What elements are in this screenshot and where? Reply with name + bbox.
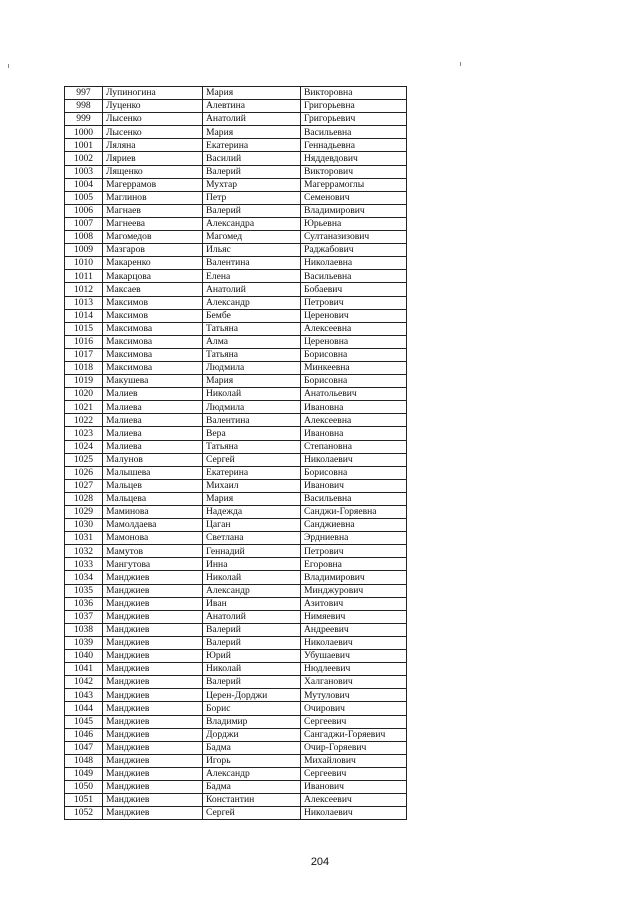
scan-mark-right <box>460 62 461 66</box>
row-number-cell: 1032 <box>65 545 103 558</box>
row-number-cell: 1003 <box>65 165 103 178</box>
table-row <box>65 361 407 374</box>
surname-cell: Лупиногина <box>103 87 203 100</box>
patronymic-cell: Викторовна <box>301 87 407 100</box>
row-number-cell: 1049 <box>65 767 103 780</box>
table-row <box>65 178 407 191</box>
patronymic-cell: Раджабович <box>301 244 407 257</box>
table-row <box>65 650 407 663</box>
row-number-cell: 1048 <box>65 754 103 767</box>
given-name-cell: Магомед <box>203 231 301 244</box>
row-number-cell: 1015 <box>65 322 103 335</box>
patronymic-cell: Юрьевна <box>301 217 407 230</box>
patronymic-cell: Борисовна <box>301 348 407 361</box>
given-name-cell: Валентина <box>203 257 301 270</box>
patronymic-cell: Николаевич <box>301 636 407 649</box>
given-name-cell: Валерий <box>203 623 301 636</box>
patronymic-cell: Алексеевич <box>301 794 407 807</box>
table-row <box>65 584 407 597</box>
table-row <box>65 689 407 702</box>
table-row <box>65 217 407 230</box>
patronymic-cell: Васильевна <box>301 492 407 505</box>
row-number-cell: 1047 <box>65 741 103 754</box>
patronymic-cell: Борисовна <box>301 466 407 479</box>
patronymic-cell: Иванович <box>301 479 407 492</box>
patronymic-cell: Петрович <box>301 545 407 558</box>
table-row <box>65 532 407 545</box>
given-name-cell: Василий <box>203 152 301 165</box>
surname-cell: Манджиев <box>103 780 203 793</box>
surname-cell: Манджиев <box>103 623 203 636</box>
given-name-cell: Бадма <box>203 780 301 793</box>
row-number-cell: 1052 <box>65 807 103 820</box>
row-number-cell: 1029 <box>65 506 103 519</box>
row-number-cell: 1021 <box>65 401 103 414</box>
surname-cell: Мальцева <box>103 492 203 505</box>
row-number-cell: 1010 <box>65 257 103 270</box>
given-name-cell: Валерий <box>203 204 301 217</box>
row-number-cell: 1020 <box>65 388 103 401</box>
given-name-cell: Ильяс <box>203 244 301 257</box>
table-row <box>65 610 407 623</box>
row-number-cell: 997 <box>65 87 103 100</box>
table-row <box>65 728 407 741</box>
table-row <box>65 375 407 388</box>
patronymic-cell: Минкеевна <box>301 361 407 374</box>
table-row <box>65 754 407 767</box>
surname-cell: Лысенко <box>103 126 203 139</box>
given-name-cell: Геннадий <box>203 545 301 558</box>
given-name-cell: Людмила <box>203 401 301 414</box>
surname-cell: Манджиев <box>103 610 203 623</box>
row-number-cell: 1013 <box>65 296 103 309</box>
given-name-cell: Мария <box>203 492 301 505</box>
given-name-cell: Александр <box>203 584 301 597</box>
table-row <box>65 87 407 100</box>
patronymic-cell: Викторович <box>301 165 407 178</box>
row-number-cell: 1000 <box>65 126 103 139</box>
row-number-cell: 1044 <box>65 702 103 715</box>
row-number-cell: 999 <box>65 113 103 126</box>
patronymic-cell: Васильевна <box>301 126 407 139</box>
surname-cell: Малиев <box>103 388 203 401</box>
table-row <box>65 231 407 244</box>
table-row <box>65 519 407 532</box>
row-number-cell: 1050 <box>65 780 103 793</box>
given-name-cell: Анатолий <box>203 283 301 296</box>
given-name-cell: Валерий <box>203 636 301 649</box>
patronymic-cell: Васильевна <box>301 270 407 283</box>
given-name-cell: Юрий <box>203 650 301 663</box>
surname-cell: Манджиев <box>103 571 203 584</box>
patronymic-cell: Андреевич <box>301 623 407 636</box>
patronymic-cell: Михайлович <box>301 754 407 767</box>
row-number-cell: 1016 <box>65 335 103 348</box>
row-number-cell: 1023 <box>65 427 103 440</box>
table-row <box>65 741 407 754</box>
surname-cell: Малышева <box>103 466 203 479</box>
given-name-cell: Петр <box>203 191 301 204</box>
row-number-cell: 1027 <box>65 479 103 492</box>
row-number-cell: 1046 <box>65 728 103 741</box>
roster-body <box>65 87 407 820</box>
table-row <box>65 335 407 348</box>
table-row <box>65 440 407 453</box>
scan-mark-left <box>8 64 9 68</box>
given-name-cell: Сергей <box>203 807 301 820</box>
surname-cell: Магнаев <box>103 204 203 217</box>
given-name-cell: Игорь <box>203 754 301 767</box>
table-row <box>65 715 407 728</box>
patronymic-cell: Ивановна <box>301 401 407 414</box>
patronymic-cell: Церенович <box>301 309 407 322</box>
given-name-cell: Екатерина <box>203 466 301 479</box>
row-number-cell: 1042 <box>65 676 103 689</box>
row-number-cell: 1002 <box>65 152 103 165</box>
patronymic-cell: Убушаевич <box>301 650 407 663</box>
surname-cell: Малиева <box>103 440 203 453</box>
given-name-cell: Светлана <box>203 532 301 545</box>
given-name-cell: Константин <box>203 794 301 807</box>
surname-cell: Луценко <box>103 100 203 113</box>
row-number-cell: 1005 <box>65 191 103 204</box>
given-name-cell: Валентина <box>203 414 301 427</box>
row-number-cell: 1051 <box>65 794 103 807</box>
row-number-cell: 1011 <box>65 270 103 283</box>
given-name-cell: Елена <box>203 270 301 283</box>
patronymic-cell: Петрович <box>301 296 407 309</box>
name-roster-table <box>64 86 407 820</box>
table-row <box>65 427 407 440</box>
row-number-cell: 1038 <box>65 623 103 636</box>
row-number-cell: 1041 <box>65 663 103 676</box>
surname-cell: Манджиев <box>103 794 203 807</box>
table-row <box>65 139 407 152</box>
patronymic-cell: Халганович <box>301 676 407 689</box>
patronymic-cell: Султаназизович <box>301 231 407 244</box>
surname-cell: Манджиев <box>103 754 203 767</box>
patronymic-cell: Владимирович <box>301 204 407 217</box>
table-row <box>65 545 407 558</box>
patronymic-cell: Иванович <box>301 780 407 793</box>
given-name-cell: Дорджи <box>203 728 301 741</box>
row-number-cell: 1043 <box>65 689 103 702</box>
row-number-cell: 1012 <box>65 283 103 296</box>
table-row <box>65 204 407 217</box>
surname-cell: Малиева <box>103 401 203 414</box>
surname-cell: Малиева <box>103 414 203 427</box>
surname-cell: Магомедов <box>103 231 203 244</box>
surname-cell: Макаренко <box>103 257 203 270</box>
patronymic-cell: Нимяевич <box>301 610 407 623</box>
surname-cell: Мамолдаева <box>103 519 203 532</box>
table-row <box>65 283 407 296</box>
patronymic-cell: Очир-Горяевич <box>301 741 407 754</box>
surname-cell: Манджиев <box>103 663 203 676</box>
row-number-cell: 1024 <box>65 440 103 453</box>
given-name-cell: Вера <box>203 427 301 440</box>
patronymic-cell: Николаевна <box>301 257 407 270</box>
given-name-cell: Анатолий <box>203 610 301 623</box>
given-name-cell: Мария <box>203 87 301 100</box>
patronymic-cell: Алексеевна <box>301 322 407 335</box>
table-row <box>65 623 407 636</box>
patronymic-cell: Очирович <box>301 702 407 715</box>
patronymic-cell: Геннадьевна <box>301 139 407 152</box>
patronymic-cell: Борисовна <box>301 375 407 388</box>
row-number-cell: 1022 <box>65 414 103 427</box>
patronymic-cell: Азитович <box>301 597 407 610</box>
given-name-cell: Валерий <box>203 165 301 178</box>
table-row <box>65 807 407 820</box>
patronymic-cell: Анатольевич <box>301 388 407 401</box>
surname-cell: Максаев <box>103 283 203 296</box>
surname-cell: Мальцев <box>103 479 203 492</box>
table-row <box>65 165 407 178</box>
given-name-cell: Николай <box>203 663 301 676</box>
surname-cell: Макарцова <box>103 270 203 283</box>
patronymic-cell: Сергеевич <box>301 767 407 780</box>
surname-cell: Манджиев <box>103 728 203 741</box>
table-row <box>65 492 407 505</box>
patronymic-cell: Бобаевич <box>301 283 407 296</box>
given-name-cell: Валерий <box>203 676 301 689</box>
table-row <box>65 453 407 466</box>
row-number-cell: 1014 <box>65 309 103 322</box>
given-name-cell: Цаган <box>203 519 301 532</box>
surname-cell: Манджиев <box>103 689 203 702</box>
surname-cell: Лященко <box>103 165 203 178</box>
surname-cell: Манджиев <box>103 676 203 689</box>
patronymic-cell: Санджиевна <box>301 519 407 532</box>
table-row <box>65 676 407 689</box>
given-name-cell: Николай <box>203 571 301 584</box>
surname-cell: Максимова <box>103 335 203 348</box>
patronymic-cell: Сангаджи-Горяевич <box>301 728 407 741</box>
table-row <box>65 296 407 309</box>
table-row <box>65 322 407 335</box>
surname-cell: Манджиев <box>103 597 203 610</box>
given-name-cell: Алма <box>203 335 301 348</box>
patronymic-cell: Магеррамоглы <box>301 178 407 191</box>
given-name-cell: Татьяна <box>203 322 301 335</box>
row-number-cell: 1008 <box>65 231 103 244</box>
table-row <box>65 309 407 322</box>
given-name-cell: Надежда <box>203 506 301 519</box>
row-number-cell: 1009 <box>65 244 103 257</box>
surname-cell: Ляриев <box>103 152 203 165</box>
patronymic-cell: Егоровна <box>301 558 407 571</box>
given-name-cell: Анатолий <box>203 113 301 126</box>
given-name-cell: Алевтина <box>203 100 301 113</box>
row-number-cell: 1017 <box>65 348 103 361</box>
given-name-cell: Мария <box>203 126 301 139</box>
surname-cell: Максимова <box>103 361 203 374</box>
surname-cell: Максимова <box>103 348 203 361</box>
surname-cell: Малунов <box>103 453 203 466</box>
patronymic-cell: Алексеевна <box>301 414 407 427</box>
surname-cell: Магеррамов <box>103 178 203 191</box>
given-name-cell: Александра <box>203 217 301 230</box>
patronymic-cell: Цереновна <box>301 335 407 348</box>
table-row <box>65 597 407 610</box>
surname-cell: Манджиев <box>103 767 203 780</box>
patronymic-cell: Мутулович <box>301 689 407 702</box>
surname-cell: Мамонова <box>103 532 203 545</box>
row-number-cell: 1001 <box>65 139 103 152</box>
table-row <box>65 401 407 414</box>
table-row <box>65 152 407 165</box>
table-row <box>65 479 407 492</box>
patronymic-cell: Григорьевич <box>301 113 407 126</box>
row-number-cell: 1045 <box>65 715 103 728</box>
table-row <box>65 270 407 283</box>
patronymic-cell: Эрдниевна <box>301 532 407 545</box>
given-name-cell: Александр <box>203 767 301 780</box>
table-row <box>65 191 407 204</box>
given-name-cell: Николай <box>203 388 301 401</box>
patronymic-cell: Владимирович <box>301 571 407 584</box>
table-row <box>65 506 407 519</box>
given-name-cell: Александр <box>203 296 301 309</box>
given-name-cell: Бембе <box>203 309 301 322</box>
table-row <box>65 702 407 715</box>
table-row <box>65 126 407 139</box>
surname-cell: Маглинов <box>103 191 203 204</box>
patronymic-cell: Сергеевич <box>301 715 407 728</box>
row-number-cell: 1025 <box>65 453 103 466</box>
table-row <box>65 767 407 780</box>
patronymic-cell: Санджи-Горяевна <box>301 506 407 519</box>
surname-cell: Малиева <box>103 427 203 440</box>
patronymic-cell: Нюдлеевич <box>301 663 407 676</box>
patronymic-cell: Ивановна <box>301 427 407 440</box>
row-number-cell: 1006 <box>65 204 103 217</box>
given-name-cell: Бадма <box>203 741 301 754</box>
row-number-cell: 1018 <box>65 361 103 374</box>
table-row <box>65 113 407 126</box>
table-row <box>65 244 407 257</box>
row-number-cell: 1036 <box>65 597 103 610</box>
row-number-cell: 1004 <box>65 178 103 191</box>
surname-cell: Манджиев <box>103 584 203 597</box>
surname-cell: Ляляна <box>103 139 203 152</box>
given-name-cell: Татьяна <box>203 440 301 453</box>
given-name-cell: Церен-Дорджи <box>203 689 301 702</box>
patronymic-cell: Няддевдович <box>301 152 407 165</box>
row-number-cell: 1019 <box>65 375 103 388</box>
surname-cell: Манджиев <box>103 741 203 754</box>
row-number-cell: 1007 <box>65 217 103 230</box>
row-number-cell: 1037 <box>65 610 103 623</box>
table-row <box>65 780 407 793</box>
patronymic-cell: Минджурович <box>301 584 407 597</box>
patronymic-cell: Григорьевна <box>301 100 407 113</box>
surname-cell: Манджиев <box>103 650 203 663</box>
row-number-cell: 1033 <box>65 558 103 571</box>
given-name-cell: Михаил <box>203 479 301 492</box>
surname-cell: Магнеева <box>103 217 203 230</box>
row-number-cell: 1035 <box>65 584 103 597</box>
patronymic-cell: Николаевич <box>301 453 407 466</box>
table-row <box>65 388 407 401</box>
given-name-cell: Сергей <box>203 453 301 466</box>
table-row <box>65 257 407 270</box>
row-number-cell: 1031 <box>65 532 103 545</box>
surname-cell: Мазгаров <box>103 244 203 257</box>
table-row <box>65 466 407 479</box>
given-name-cell: Иван <box>203 597 301 610</box>
surname-cell: Мамутов <box>103 545 203 558</box>
table-row <box>65 794 407 807</box>
page-number: 204 <box>310 856 330 868</box>
given-name-cell: Мария <box>203 375 301 388</box>
surname-cell: Максимова <box>103 322 203 335</box>
row-number-cell: 1039 <box>65 636 103 649</box>
row-number-cell: 998 <box>65 100 103 113</box>
given-name-cell: Мухтар <box>203 178 301 191</box>
given-name-cell: Татьяна <box>203 348 301 361</box>
given-name-cell: Екатерина <box>203 139 301 152</box>
given-name-cell: Владимир <box>203 715 301 728</box>
surname-cell: Максимов <box>103 309 203 322</box>
row-number-cell: 1030 <box>65 519 103 532</box>
row-number-cell: 1034 <box>65 571 103 584</box>
row-number-cell: 1026 <box>65 466 103 479</box>
row-number-cell: 1040 <box>65 650 103 663</box>
row-number-cell: 1028 <box>65 492 103 505</box>
surname-cell: Макушева <box>103 375 203 388</box>
table-row <box>65 571 407 584</box>
surname-cell: Маминова <box>103 506 203 519</box>
surname-cell: Максимов <box>103 296 203 309</box>
surname-cell: Манджиев <box>103 715 203 728</box>
patronymic-cell: Николаевич <box>301 807 407 820</box>
table-row <box>65 414 407 427</box>
surname-cell: Мангутова <box>103 558 203 571</box>
given-name-cell: Борис <box>203 702 301 715</box>
patronymic-cell: Степановна <box>301 440 407 453</box>
surname-cell: Манджиев <box>103 636 203 649</box>
table-row <box>65 348 407 361</box>
table-row <box>65 663 407 676</box>
patronymic-cell: Семенович <box>301 191 407 204</box>
surname-cell: Манджиев <box>103 807 203 820</box>
given-name-cell: Людмила <box>203 361 301 374</box>
table-row <box>65 558 407 571</box>
surname-cell: Манджиев <box>103 702 203 715</box>
given-name-cell: Инна <box>203 558 301 571</box>
table-row <box>65 636 407 649</box>
surname-cell: Лысенко <box>103 113 203 126</box>
table-row <box>65 100 407 113</box>
